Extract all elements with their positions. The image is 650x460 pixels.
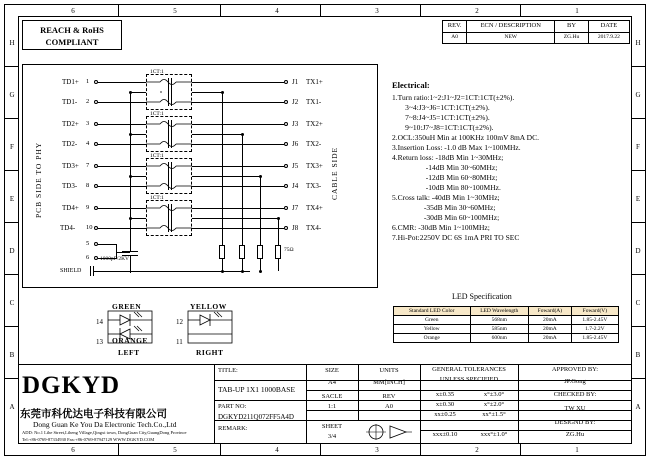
led-header-color: Standard LED Color (394, 307, 471, 316)
electrical-item-4: 9~10:J7~J8=1CT:1CT(±2%). (392, 123, 494, 133)
electrical-item-10: -10dB Min 80~100MHz. (392, 183, 501, 193)
led-cell-forward-v: 1.7-2.2V (571, 325, 618, 334)
wire (130, 134, 146, 135)
units-label: UNITS (379, 367, 399, 374)
title-rule (214, 364, 215, 444)
zone-col-5-bottom: 5 (173, 446, 177, 454)
electrical-item-5: 2.OCL:350uH Min at 100KHz 100mV 8mA DC. (392, 133, 539, 143)
electrical-item-13: -30dB Min 60~100MHz; (392, 212, 500, 222)
led-cell-color: Yellow (394, 325, 471, 334)
pin-label-TX1+: TX1+ (306, 78, 323, 86)
designd-label: DESIGND BY: (554, 419, 596, 426)
zone-tick (5, 222, 18, 223)
wire (98, 186, 146, 187)
zone-col-6-bottom: 6 (71, 446, 75, 454)
sacle-value: 1:1 (327, 403, 337, 410)
pin-label-TD3+: TD3+ (62, 162, 79, 170)
junction-dot (221, 270, 224, 273)
led-cell-forward-a: 20mA (529, 316, 572, 325)
zone-tick (118, 5, 119, 17)
tolerance-linear-4: xxx±0.10 (432, 431, 458, 438)
led-right-top-color: YELLOW (190, 302, 227, 311)
wire (278, 218, 279, 245)
table-row (394, 325, 619, 334)
pin-terminal (284, 122, 288, 126)
pin-terminal (284, 80, 288, 84)
pin-label-TD1+: TD1+ (62, 78, 79, 86)
capacitor-plate-top (122, 251, 138, 252)
zone-col-4-bottom: 4 (275, 446, 279, 454)
pin-label-TX2-: TX2- (306, 140, 322, 148)
pin-number-J3: J3 (292, 120, 299, 128)
led-cell-color: Orange (394, 334, 471, 343)
pin-number-J6: J6 (292, 140, 299, 148)
electrical-item-1: 1.Turn ratio:1~2:J1~J2=1CT:1CT(±2%). (392, 93, 515, 103)
shield-bar (90, 266, 91, 276)
pin-label-TX4+: TX4+ (306, 204, 323, 212)
title-rule (306, 390, 420, 391)
zone-row-C-right: C (635, 299, 641, 307)
zone-tick (5, 66, 18, 67)
led-cell-wavelength: 600nm (470, 334, 529, 343)
zone-tick (632, 326, 645, 327)
pin-number-J1: J1 (292, 78, 299, 86)
title-rule (18, 364, 632, 365)
zone-row-H-right: H (635, 39, 641, 47)
junction-dot (259, 270, 262, 273)
zone-row-D-right: D (635, 247, 641, 255)
pin-label-TX2+: TX2+ (306, 120, 323, 128)
wire (98, 208, 146, 209)
wire (192, 176, 260, 177)
led-left-top-color: GREEN (112, 302, 142, 311)
led-left-title: LEFT (118, 348, 140, 357)
pin-terminal (284, 164, 288, 168)
zone-tick (220, 444, 221, 456)
designd-value: ZG.Hu (565, 431, 585, 438)
pin-number-2: 2 (86, 98, 90, 105)
wire (278, 259, 279, 271)
wire (98, 82, 146, 83)
rev-label: REV (382, 393, 396, 400)
wire (98, 124, 146, 125)
turn-ratio-4: 1CT:1 (150, 195, 164, 201)
pin-number-1: 1 (86, 78, 90, 85)
pin-label-TD4-: TD4- (60, 224, 76, 232)
led-cell-color: Green (394, 316, 471, 325)
wire (192, 102, 284, 103)
pin-terminal (284, 184, 288, 188)
electrical-item-12: -35dB Min 30~60MHz; (392, 202, 496, 212)
electrical-item-14: 6.CMR: -30dB Min 1~100MHz; (392, 222, 490, 232)
zone-row-F-right: F (636, 143, 640, 151)
resistor-value-label: 75Ω (284, 247, 294, 253)
pin-label-TD4+: TD4+ (62, 204, 79, 212)
partno-label: PART NO: (218, 403, 247, 410)
zone-tick (632, 170, 645, 171)
zone-tick (320, 5, 321, 17)
led-left-top-pin: 14 (96, 318, 103, 326)
zone-row-B-right: B (635, 351, 641, 359)
zone-row-C-left: C (9, 299, 15, 307)
zone-col-2-bottom: 2 (475, 446, 479, 454)
rohs-line2: COMPLIANT (45, 37, 99, 47)
electrical-item-6: 3.Insertion Loss: -1.0 dB Max 1~100MHz. (392, 143, 521, 153)
rohs-compliant-box (22, 20, 122, 50)
table-row (443, 33, 630, 44)
pin-number-J8: J8 (292, 224, 299, 232)
wire (116, 252, 130, 253)
wire (192, 166, 284, 167)
checked-value: TW XU (564, 405, 586, 412)
pin-number-10: 10 (86, 224, 93, 231)
zone-col-3-bottom: 3 (375, 446, 379, 454)
zone-col-3-top: 3 (375, 7, 379, 15)
wire (242, 134, 243, 245)
resistor (275, 245, 281, 259)
pin-label-TX4-: TX4- (306, 224, 322, 232)
turn-ratio-1: 1CT:1 (150, 69, 164, 75)
zone-tick (5, 274, 18, 275)
zone-tick (320, 444, 321, 456)
turn-ratio-3: 1CT:1 (150, 153, 164, 159)
zone-row-A-right: A (635, 403, 641, 411)
wire (130, 237, 131, 251)
led-cell-forward-a: 20mA (529, 334, 572, 343)
tolerance-linear-3: xx±0.25 (434, 411, 456, 418)
zone-tick (5, 326, 18, 327)
pin-number-8: 8 (86, 182, 90, 189)
wire (130, 218, 146, 219)
wire (98, 144, 146, 145)
checked-label: CHECKED BY: (553, 391, 597, 398)
wire (192, 208, 284, 209)
pin-terminal (284, 206, 288, 210)
rev-header-by: BY (555, 21, 589, 33)
pin-label-TD3-: TD3- (62, 182, 78, 190)
pcb-side-label: PCB SIDE TO PHY (34, 141, 43, 218)
led-cell-forward-a: 20mA (529, 325, 572, 334)
led-cell-forward-v: 1.85-2.45V (571, 316, 618, 325)
rev-cell-rev: A0 (443, 33, 467, 44)
wire (192, 82, 284, 83)
table-row (394, 316, 619, 325)
zone-row-E-right: E (635, 195, 641, 203)
shield-bus (130, 271, 250, 272)
wire (192, 228, 284, 229)
coil-windings-1 (146, 74, 192, 110)
pin-label-TX1-: TX1- (306, 98, 322, 106)
zone-row-A-left: A (9, 403, 15, 411)
junction-dot (241, 270, 244, 273)
company-name-en: Dong Guan Ke You Da Electronic Tech.Co.,Ltd (33, 420, 177, 429)
zone-tick (5, 170, 18, 171)
electrical-heading: Electrical: (392, 80, 430, 90)
electrical-item-15: 7.Hi-Pot:2250V DC 6S 1mA PRI TO SEC (392, 232, 520, 242)
pin-label-TD2+: TD2+ (62, 120, 79, 128)
rev-header-ecn: ECN / DESCRIPTION (467, 21, 555, 33)
projection-symbol-icon (362, 422, 418, 442)
wire (130, 255, 131, 269)
tolerance-label-1: GENERAL TOLERANCES (432, 366, 506, 373)
company-address: ADD: No.1 Lihe Street,Liheng Village,Qingxi town, DongGuan City,GuangDong Province (22, 430, 187, 435)
turn-ratio-2: 1CT:1 (150, 111, 164, 117)
zone-tick (520, 444, 521, 456)
led-spec-table (393, 306, 619, 343)
wire (98, 102, 146, 103)
title-value: TAB-UP 1X1 1000BASE (218, 385, 296, 394)
electrical-item-11: 5.Cross talk: -40dB Min 1~30MHz; (392, 192, 500, 202)
pin-number-5: 5 (86, 240, 90, 247)
resistor (257, 245, 263, 259)
shield-label: SHIELD (60, 268, 82, 274)
wire (192, 124, 284, 125)
wire (192, 134, 242, 135)
zone-tick (420, 5, 421, 17)
electrical-item-9: -12dB Min 60~80MHz; (392, 173, 498, 183)
electrical-spec (392, 80, 628, 243)
zone-col-1-top: 1 (575, 7, 579, 15)
size-label: SIZE (325, 367, 339, 374)
zone-tick (5, 118, 18, 119)
rohs-line1: REACH & RoHS (40, 25, 104, 35)
company-name-cn: 东莞市科优达电子科技有限公司 (20, 409, 167, 420)
led-right-bottom-pin: 11 (176, 338, 183, 346)
pin-number-4: 4 (86, 140, 90, 147)
zone-tick (632, 66, 645, 67)
zone-tick (632, 378, 645, 379)
wire (98, 244, 116, 245)
rev-header-date: DATE (588, 21, 629, 33)
pin-terminal (284, 142, 288, 146)
zone-tick (632, 118, 645, 119)
pin-number-J4: J4 (292, 182, 299, 190)
company-logo: DGKYD (22, 372, 121, 399)
led-spec-title: LED Specification (452, 292, 512, 301)
cable-side-label: CABLE SIDE (330, 146, 339, 200)
units-value: MM[INCH] (373, 379, 405, 386)
led-left-bottom-color: ORANGE (112, 336, 148, 345)
zone-col-6-top: 6 (71, 7, 75, 15)
wire (130, 176, 146, 177)
zone-row-B-left: B (9, 351, 15, 359)
wire (98, 166, 146, 167)
zone-tick (520, 5, 521, 17)
rev-cell-by: ZG.Hu (555, 33, 589, 44)
electrical-item-2: 3~4:J3~J6=1CT:1CT(±2%). (392, 103, 490, 113)
pin-number-J5: J5 (292, 162, 299, 170)
zone-tick (632, 222, 645, 223)
remark-label: REMARK: (218, 425, 248, 432)
wire (192, 92, 222, 93)
sheet-value: 3/4 (327, 433, 337, 440)
zone-tick (5, 378, 18, 379)
pin-number-6: 6 (86, 254, 90, 261)
wire (192, 144, 284, 145)
led-cell-wavelength: 585nm (470, 325, 529, 334)
sheet-label: SHEET (321, 423, 343, 430)
zone-tick (118, 444, 119, 456)
table-row (394, 334, 619, 343)
pin-number-3: 3 (86, 120, 90, 127)
pin-label-TD1-: TD1- (62, 98, 78, 106)
approved-label: APPROVED BY: (551, 366, 599, 373)
zone-col-1-bottom: 1 (575, 446, 579, 454)
tolerance-label-2: UNLESS SPECIFIED (439, 376, 499, 383)
tolerance-angular-4: xxx°±1.0° (480, 431, 508, 438)
wire (192, 218, 278, 219)
zone-tick (220, 5, 221, 17)
zone-row-H-left: H (9, 39, 15, 47)
zone-tick (420, 444, 421, 456)
rev-value: A0 (385, 403, 393, 410)
zone-row-G-right: G (635, 91, 641, 99)
zone-row-D-left: D (9, 247, 15, 255)
revision-table (442, 20, 630, 44)
wire (222, 92, 223, 245)
pin-number-9: 9 (86, 204, 90, 211)
pin-terminal (284, 100, 288, 104)
led-right-symbol (186, 310, 236, 346)
rev-header-rev: REV. (443, 21, 467, 33)
wire (130, 92, 146, 93)
electrical-item-7: 4.Return loss: -18dB Min 1~30MHz; (392, 153, 504, 163)
pin-label-TX3+: TX3+ (306, 162, 323, 170)
wire (93, 271, 130, 272)
center-tap-bus (130, 92, 131, 237)
led-header-forward-v: Foward(V) (571, 307, 618, 316)
zone-row-F-left: F (10, 143, 14, 151)
tolerance-angular-3: xx°±1.5° (482, 411, 506, 418)
tolerance-linear-1: x±0.35 (435, 391, 455, 398)
electrical-item-3: 7~8:J4~J5=1CT:1CT(±2%). (392, 113, 490, 123)
led-cell-forward-v: 1.85-2.45V (571, 334, 618, 343)
coil-windings-4 (146, 200, 192, 236)
pin-label-TX3-: TX3- (306, 182, 322, 190)
led-right-title: RIGHT (196, 348, 224, 357)
led-left-bottom-pin: 13 (96, 338, 103, 346)
tolerance-linear-2: x±0.30 (435, 401, 455, 408)
zone-row-G-left: G (9, 91, 15, 99)
zone-col-4-top: 4 (275, 7, 279, 15)
zone-tick (632, 274, 645, 275)
rev-cell-date: 2017.9.22 (588, 33, 629, 44)
coil-windings-3 (146, 158, 192, 194)
partno-value: DGKYD211Q072FF5A4D (218, 413, 294, 421)
rev-cell-ecn: NEW (467, 33, 555, 44)
pin-terminal (284, 226, 288, 230)
tolerance-angular-1: x°±3.0° (483, 391, 505, 398)
coil-windings-2 (146, 116, 192, 152)
cap-value-label: 1000pF/2KV (100, 256, 130, 262)
pin-number-7: 7 (86, 162, 90, 169)
pin-number-J7: J7 (292, 204, 299, 212)
led-header-forward-a: Foward(A) (529, 307, 572, 316)
resistor (239, 245, 245, 259)
approved-value: JP.Gong (564, 378, 586, 385)
led-header-wavelength: LED Wavelength (470, 307, 529, 316)
zone-row-E-left: E (9, 195, 15, 203)
resistor (219, 245, 225, 259)
led-left-symbol (106, 310, 156, 346)
title-rule (214, 400, 632, 401)
electrical-item-8: -14dB Min 30~60MHz; (392, 163, 498, 173)
zone-col-5-top: 5 (173, 7, 177, 15)
title-label: TITLE: (218, 367, 238, 374)
wire (98, 228, 146, 229)
wire (192, 186, 284, 187)
wire (260, 176, 261, 245)
company-contact: Tel:+86-0769-87334930 Fax:+86-0769-87947129 WWW.DGKYD.COM (22, 437, 155, 442)
tolerance-angular-2: x°±2.0° (483, 401, 505, 408)
size-value: A4 (328, 379, 336, 386)
pin-number-J2: J2 (292, 98, 299, 106)
led-right-top-pin: 12 (176, 318, 183, 326)
sacle-label: SACLE (321, 393, 343, 400)
led-cell-wavelength: 568nm (470, 316, 529, 325)
zone-col-2-top: 2 (475, 7, 479, 15)
pin-label-TD2-: TD2- (62, 140, 78, 148)
